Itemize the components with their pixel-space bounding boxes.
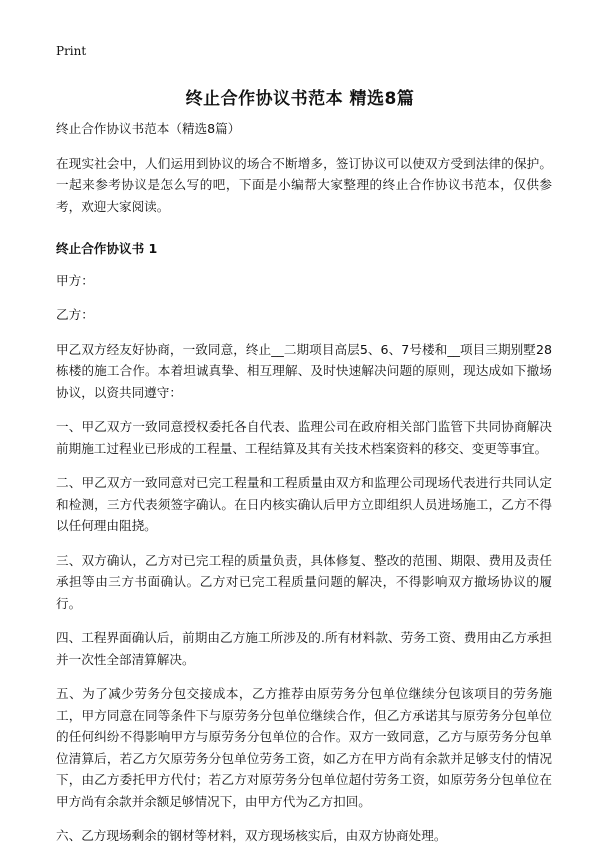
intro-paragraph: 在现实社会中，人们运用到协议的场合不断增多，签订协议可以使双方受到法律的保护。一起来参考协议是怎么写的吧，下面是小编帮大家整理的终止合作协议书范本，仅供参考，欢迎大家阅读。: [56, 155, 552, 214]
clause-2-paragraph: 二、甲乙双方一致同意对已完工程量和工程质量由双方和监理公司现场代表进行共同认定和检测，三方代表须签字确认。在日内核实确认后甲方立即组织人员进场施工，乙方不得以任何理由阻挠。: [56, 475, 552, 533]
print-link[interactable]: Print: [56, 44, 87, 58]
clause-5-paragraph: 五、为了减少劳务分包交接成本，乙方推荐由原劳务分包单位继续分包该项目的劳务施工，甲方同意在同等条件下与原劳务分包单位继续合作，但乙方承诺其与原劳务分包单位的任何纠纷不得影响甲方与原劳务分包单位的合作。双方一致同意，乙方与原劳务分包单位清算后，若乙方欠原劳务分包单位劳务工资，如乙方在甲方尚有余款并足够支付的情况下，由乙方委托甲方代付；若乙方对原劳务分包单位超付劳务工资，如原劳务分包单位在甲方尚有余款并余额足够情况下，由甲方代为乙方扣回。: [56, 686, 552, 809]
section-heading: 终止合作协议书 1: [56, 241, 158, 256]
party-b-label: 乙方：: [56, 307, 94, 322]
clause-6-paragraph: 六、乙方现场剩余的钢材等材料，双方现场核实后，由双方协商处理。: [56, 828, 447, 843]
document-body: [56, 118, 552, 860]
clause-4-paragraph: 四、工程界面确认后，前期由乙方施工所涉及的.所有材料款、劳务工资、费用由乙方承担并一次性全部清算解决。: [56, 630, 552, 667]
clause-3-paragraph: 三、双方确认，乙方对已完工程的质量负责，具体修复、整改的范围、期限、费用及责任承担等由三方书面确认。乙方对已完工程质量问题的解决，不得影响双方撤场协议的履行。: [56, 552, 552, 611]
document-subtitle: 终止合作协议书范本（精选8篇）: [56, 121, 241, 136]
party-a-label: 甲方：: [56, 272, 94, 288]
agreement-paragraph: 甲乙双方经友好协商，一致同意，终止__二期项目高层5、6、7号楼和__项目三期别墅28栋楼的施工合作。本着坦诚真挚、相互理解、及时快速解决问题的原则，现达成如下撤场协议，以资共同遵守：: [56, 341, 552, 400]
page-title: 终止合作协议书范本 精选8篇: [185, 89, 415, 109]
clause-1-paragraph: 一、甲乙双方一致同意授权委托各自代表、监理公司在政府相关部门监管下共同协商解决前期施工过程业已形成的工程量、工程结算及其有关技术档案资料的移交、变更等事宜。: [56, 419, 552, 456]
